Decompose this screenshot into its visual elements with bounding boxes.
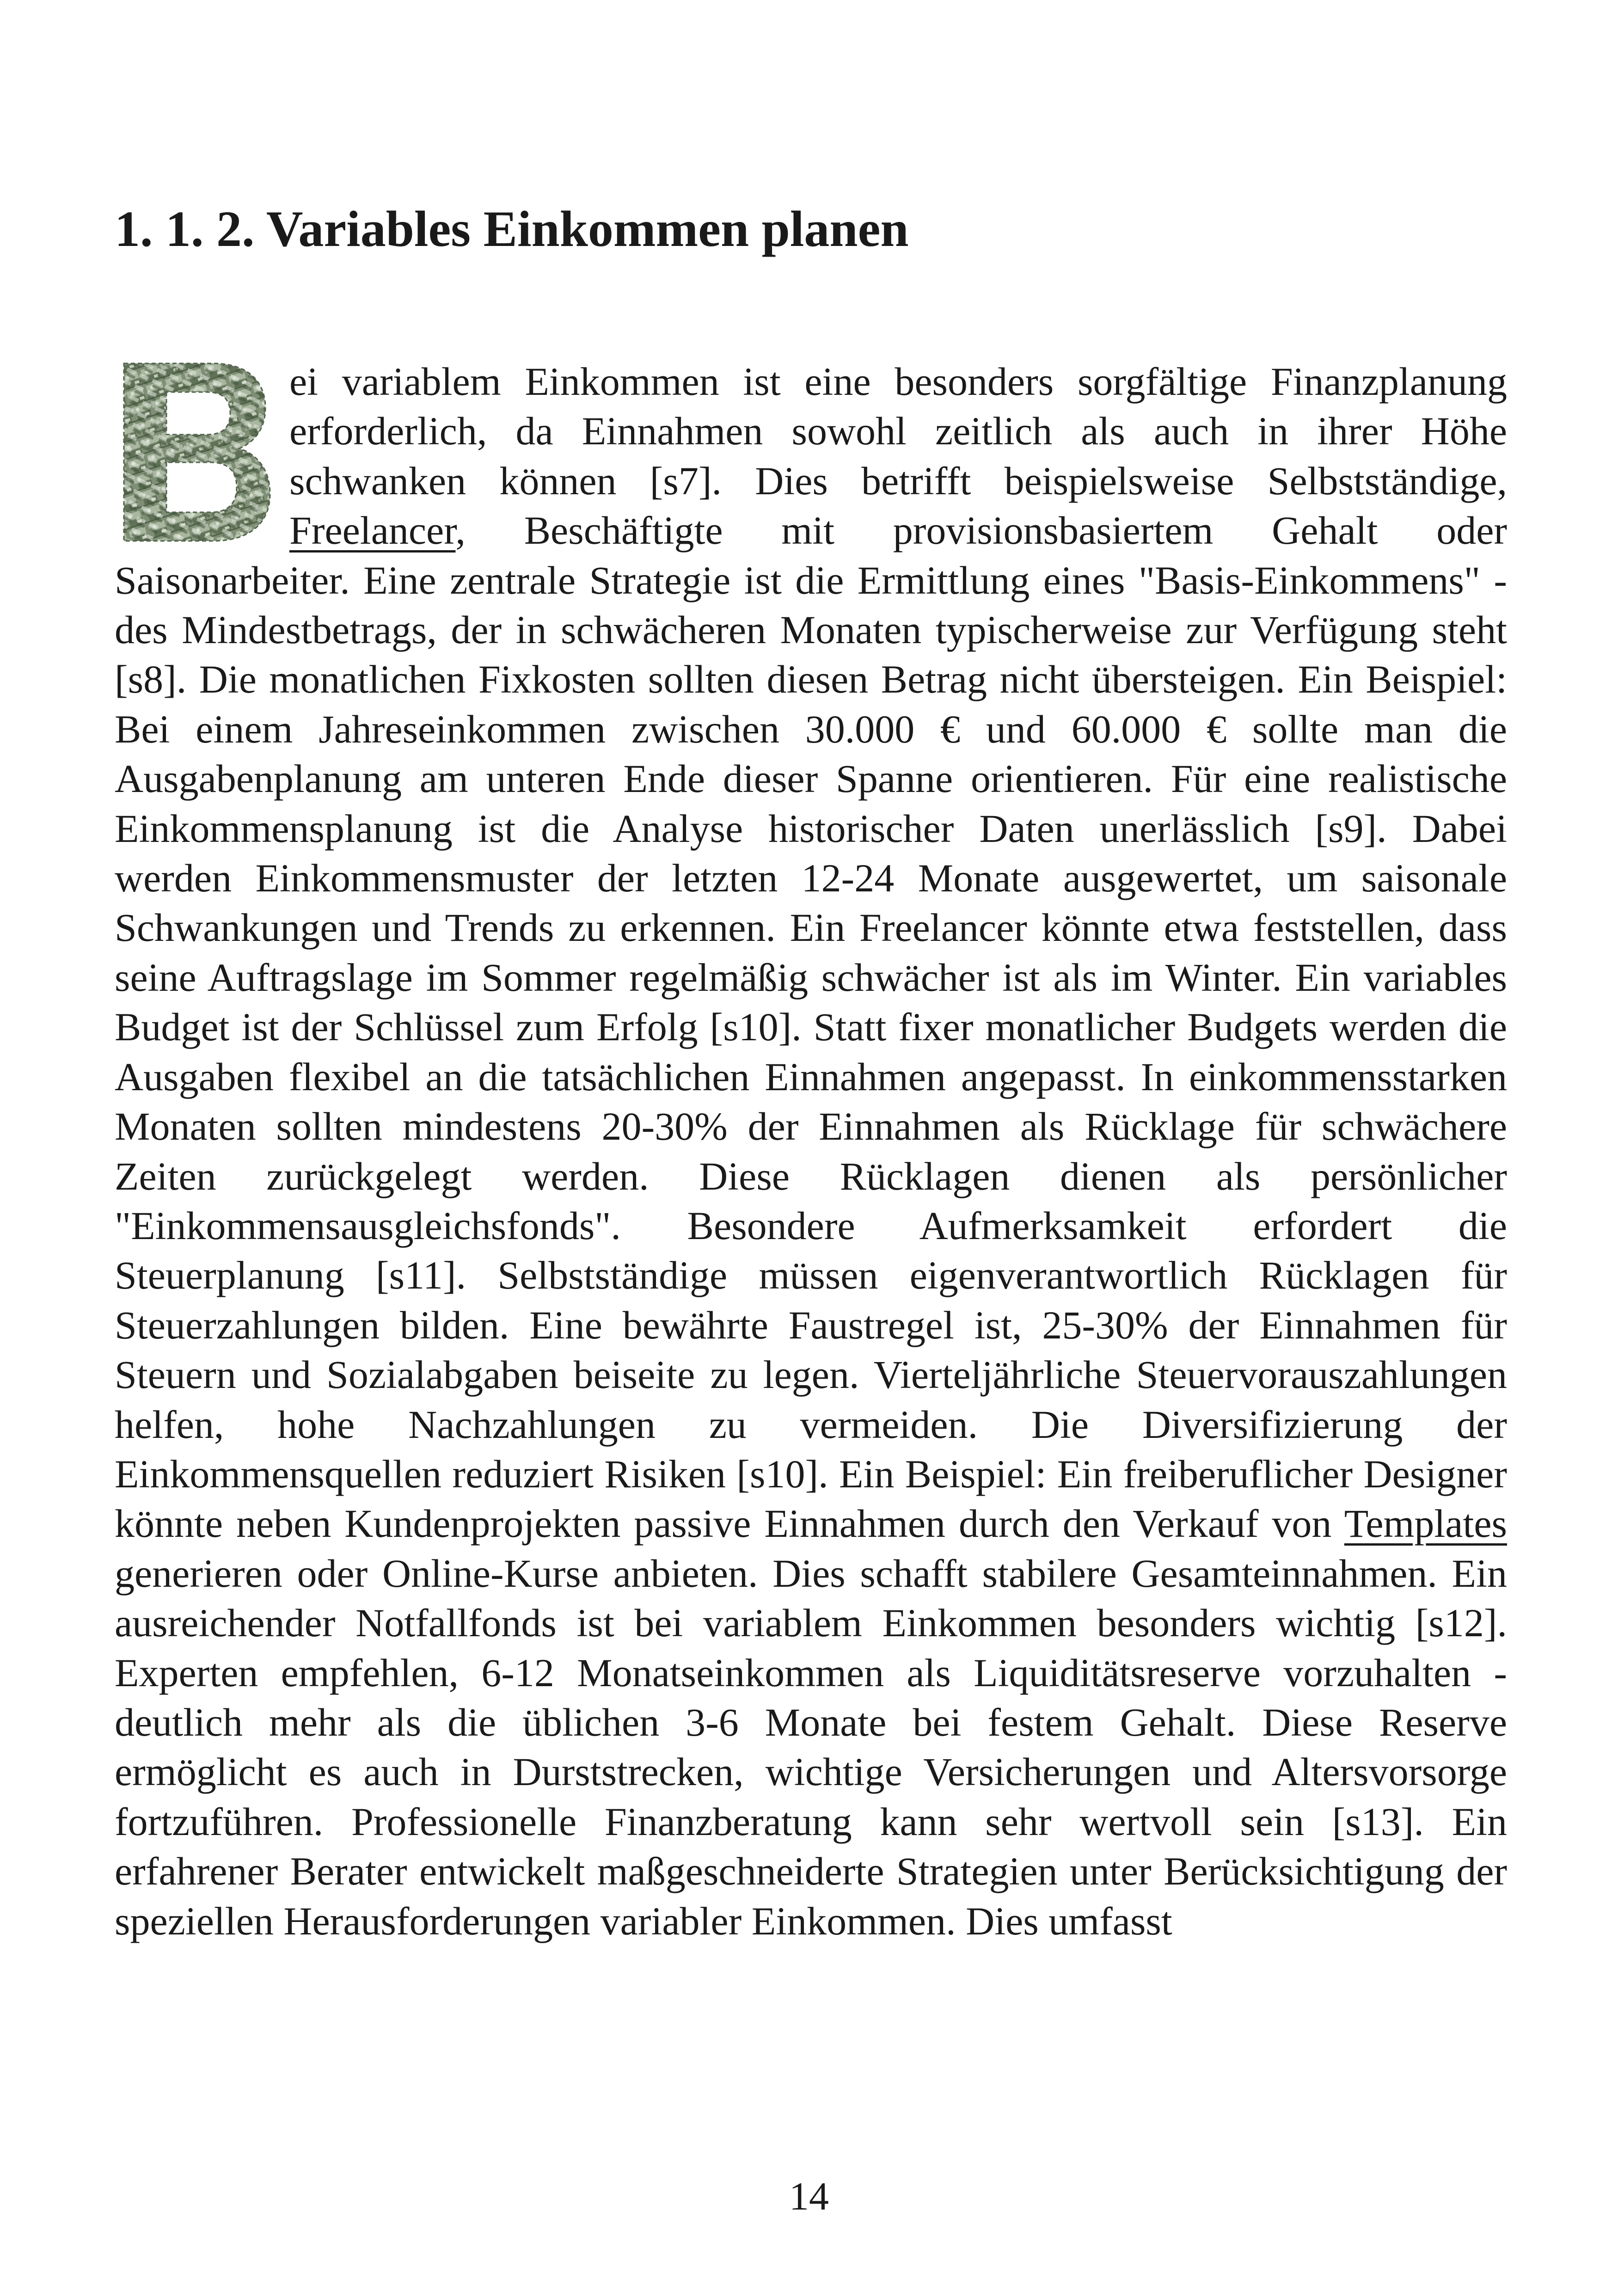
section-heading: 1. 1. 2. Variables Einkommen planen	[115, 201, 909, 257]
paragraph-text-part-2: , Beschäftigte mit provisionsbasiertem Gehalt oder Saisonarbeiter. Eine zentrale Strategie ist die Ermittlung eines "Basis-Einkommens" - des Mindestbetrags, der in schwächeren Monaten typischerweise zur Verfügung steht [s8]. Die monatlichen Fixkosten sollten diesen Betrag nicht übersteigen. Ein Beispiel: Bei einem Jahreseinkommen zwischen 30.000 € und 60.000 € sollte man die Ausgabenplanung am unteren Ende dieser Spanne orientieren. Für eine realistische Einkommensplanung ist die Analyse historischer Daten unerlässlich [s9]. Dabei werden Einkommensmuster der letzten 12-24 Monate ausgewertet, um saisonale Schwankungen und Trends zu erkennen. Ein Freelancer könnte etwa feststellen, dass seine Auftragslage im Sommer regelmäßig schwächer ist als im Winter. Ein variables Budget ist der Schlüssel zum Erfolg [s10]. Statt fixer monatlicher Budgets werden die Ausgaben flexibel an die tatsächlichen Einnahmen angepasst. In einkommensstarken Monaten sollten mindestens 20-30% der Einnahmen als Rücklage für schwächere Zeiten zurückgelegt werden. Diese Rücklagen dienen als persönlicher "Einkommensausgleichsfonds". Besondere Aufmerksamkeit erfordert die Steuerplanung [s11]. Selbstständige müssen eigenverantwortlich Rücklagen für Steuerzahlungen bilden. Eine bewährte Faustregel ist, 25-30% der Einnahmen für Steuern und Sozialabgaben beiseite zu legen. Vierteljährliche Steuervorauszahlungen helfen, hohe Nachzahlungen zu vermeiden. Die Diversifizierung der Einkommensquellen reduziert Risiken [s10]. Ein Beispiel: Ein freiberuflicher Designer könnte neben Kundenprojekten passive Einnahmen durch den Verkauf von	[115, 508, 1507, 1546]
paragraph-text-part-1: ei variablem Einkommen ist eine besonders sorgfältige Finanzplanung erforderlich, da Einnahmen sowohl zeitlich als auch in ihrer Höhe schwanken können [s7]. Dies betrifft beispielsweise Selbstständige,	[289, 359, 1507, 503]
paragraph-text-part-3: generieren oder Online-Kurse anbieten. Dies schafft stabilere Gesamteinnahmen. Ein ausreichender Notfallfonds ist bei variablem Einkommen besonders wichtig [s12]. Experten empfehlen, 6-12 Monatseinkommen als Liquiditätsreserve vorzuhalten - deutlich mehr als die üblichen 3-6 Monate bei festem Gehalt. Diese Reserve ermöglicht es auch in Durststrecken, wichtige Versicherungen und Altersvorsorge fortzuführen. Professionelle Finanzberatung kann sehr wertvoll sein [s13]. Ein erfahrener Berater entwickelt maßgeschneiderte Strategien unter Berücksichtigung der speziellen Herausforderungen variabler Einkommen. Dies umfasst	[115, 1551, 1507, 1943]
page-number: 14	[789, 2174, 829, 2218]
dropcap-letter-graphic	[115, 360, 274, 545]
templates-link[interactable]: Templates	[1344, 1501, 1507, 1546]
dropcap-banknote-letter-b-icon	[115, 360, 289, 551]
freelancer-link[interactable]: Freelancer	[289, 508, 456, 553]
body-paragraph	[115, 357, 1507, 1946]
